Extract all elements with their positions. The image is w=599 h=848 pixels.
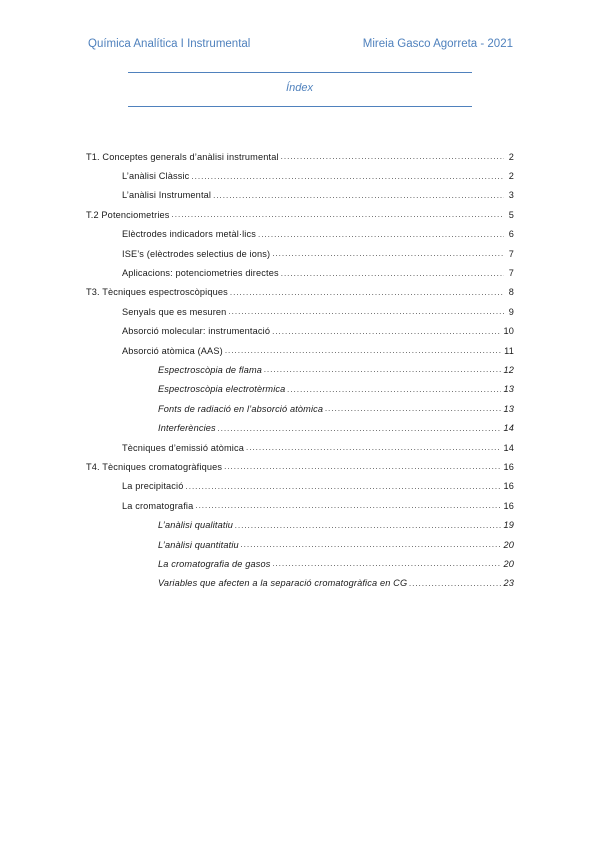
toc-title: Índex (286, 82, 313, 94)
toc-dot-leader (186, 482, 502, 491)
toc-entry-label: ISE’s (elèctrodes selectius de ions) (122, 248, 271, 259)
toc-entry[interactable] (86, 477, 515, 496)
toc-entry-label: L’anàlisi quantitatiu (158, 539, 239, 550)
toc-entry-label: L’anàlisi Instrumental (122, 190, 212, 201)
table-of-contents (86, 147, 515, 593)
toc-entry-page-number: 5 (508, 209, 514, 220)
toc-entry-page-number: 6 (508, 229, 514, 240)
toc-entry[interactable] (86, 244, 515, 263)
toc-entry-label: Senyals que es mesuren (122, 306, 227, 317)
toc-dot-leader (213, 191, 504, 200)
toc-dot-leader (225, 346, 502, 355)
toc-entry[interactable] (86, 147, 515, 166)
toc-dot-leader (191, 172, 504, 181)
toc-dot-leader (195, 501, 501, 510)
toc-entry-label: T.2 Potenciometries (86, 209, 170, 220)
toc-entry[interactable] (86, 535, 515, 554)
toc-entry[interactable] (86, 263, 515, 282)
toc-entry-page-number: 7 (508, 248, 514, 259)
toc-entry[interactable] (86, 457, 515, 476)
toc-entry-label: T1. Conceptes generals d’anàlisi instrumental (86, 151, 279, 162)
toc-entry-label: L’anàlisi qualitatiu (158, 520, 234, 531)
title-rule-bottom (128, 106, 472, 107)
toc-entry-page-number: 3 (508, 190, 514, 201)
toc-entry-label: Elèctrodes indicadors metàl·lics (122, 229, 256, 240)
toc-entry[interactable] (86, 302, 515, 321)
toc-entry[interactable] (86, 418, 515, 437)
toc-dot-leader (218, 424, 502, 433)
toc-entry-label: La cromatografia (122, 500, 194, 511)
toc-entry-label: Espectroscòpia electrotèrmica (158, 384, 286, 395)
toc-entry-label: L’anàlisi Clàssic (122, 171, 190, 182)
toc-entry[interactable] (86, 360, 515, 379)
toc-dot-leader (325, 404, 501, 413)
toc-entry-label: Absorció atòmica (AAS) (122, 345, 223, 356)
header-author-year: Mireia Gasco Agorreta - 2021 (362, 38, 513, 50)
toc-entry-page-number: 23 (503, 578, 514, 589)
toc-entry[interactable] (86, 225, 515, 244)
toc-entry[interactable] (86, 341, 515, 360)
toc-entry[interactable] (86, 186, 515, 205)
toc-entry-page-number: 12 (503, 364, 514, 375)
toc-entry-page-number: 13 (503, 403, 514, 414)
toc-dot-leader (235, 521, 501, 530)
toc-entry-page-number: 19 (503, 520, 514, 531)
toc-entry-page-number: 8 (508, 287, 514, 298)
toc-entry-label: T3. Tècniques espectroscòpiques (86, 287, 228, 298)
toc-entry-label: Tècniques d’emissió atòmica (122, 442, 245, 453)
toc-entry-page-number: 7 (508, 268, 514, 279)
toc-entry[interactable] (86, 380, 515, 399)
toc-entry-label: Espectroscòpia de flama (158, 364, 263, 375)
toc-entry[interactable] (86, 515, 515, 534)
toc-entry-page-number: 20 (503, 539, 514, 550)
toc-dot-leader (230, 288, 504, 297)
toc-entry[interactable] (86, 322, 515, 341)
toc-entry-page-number: 11 (504, 345, 514, 356)
toc-entry-label: T4. Tècniques cromatogràfiques (86, 461, 223, 472)
toc-entry[interactable] (86, 438, 515, 457)
toc-entry[interactable] (86, 166, 515, 185)
toc-dot-leader (281, 152, 504, 161)
toc-dot-leader (172, 210, 504, 219)
toc-entry[interactable] (86, 399, 515, 418)
toc-entry-page-number: 13 (503, 384, 514, 395)
toc-entry-page-number: 9 (508, 306, 514, 317)
toc-entry-page-number: 20 (503, 558, 514, 569)
toc-dot-leader (272, 249, 504, 258)
toc-entry-page-number: 14 (503, 423, 514, 434)
toc-entry-label: Absorció molecular: instrumentació (122, 326, 271, 337)
toc-entry[interactable] (86, 283, 515, 302)
toc-dot-leader (246, 443, 501, 452)
toc-entry-label: Interferències (158, 423, 216, 434)
toc-entry[interactable] (86, 574, 515, 593)
toc-dot-leader (272, 327, 501, 336)
toc-entry[interactable] (86, 496, 515, 515)
toc-entry-page-number: 2 (508, 171, 514, 182)
toc-entry-label: Variables que afecten a la separació cromatogràfica en CG (158, 578, 408, 589)
toc-entry[interactable] (86, 205, 515, 224)
toc-entry-page-number: 2 (508, 151, 514, 162)
toc-dot-leader (224, 462, 501, 471)
toc-dot-leader (409, 579, 501, 588)
toc-entry-label: Aplicacions: potenciometries directes (122, 268, 279, 279)
toc-entry-label: Fonts de radiació en l’absorció atòmica (158, 403, 324, 414)
toc-entry-page-number: 14 (503, 442, 514, 453)
toc-entry-page-number: 16 (503, 481, 514, 492)
toc-dot-leader (273, 559, 502, 568)
toc-entry-label: La cromatografia de gasos (158, 558, 271, 569)
header-course-title: Química Analítica I Instrumental (88, 38, 251, 50)
toc-dot-leader (287, 385, 501, 394)
toc-dot-leader (241, 540, 502, 549)
toc-dot-leader (281, 269, 504, 278)
toc-entry-label: La precipitació (122, 481, 184, 492)
toc-entry-page-number: 16 (503, 500, 514, 511)
toc-entry-page-number: 10 (503, 326, 514, 337)
title-rule-top (128, 72, 472, 73)
toc-dot-leader (228, 307, 504, 316)
toc-entry[interactable] (86, 554, 515, 573)
toc-entry-page-number: 16 (503, 461, 514, 472)
toc-dot-leader (264, 365, 501, 374)
toc-dot-leader (258, 230, 504, 239)
